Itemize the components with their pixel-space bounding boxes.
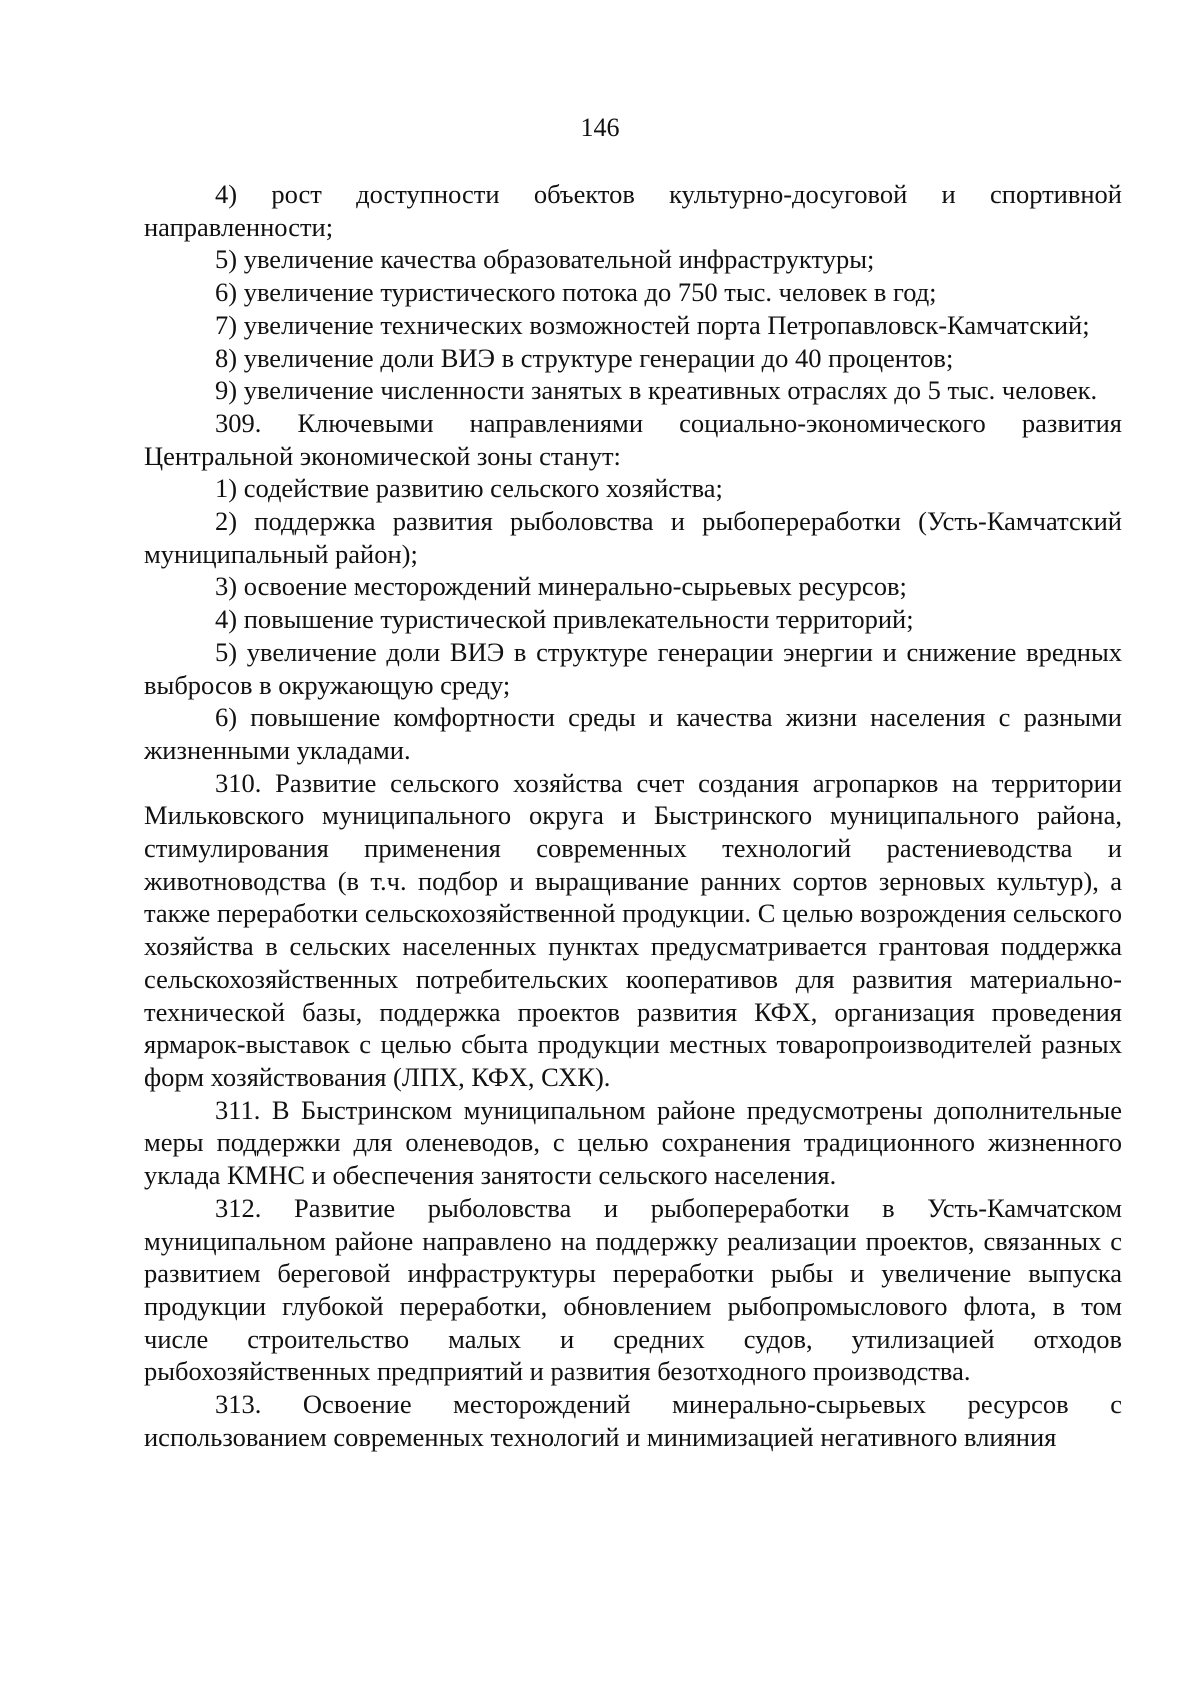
paragraph: 5) увеличение качества образовательной инфраструктуры; <box>215 244 875 275</box>
paragraph: 3) освоение месторождений минерально-сырьевых ресурсов; <box>215 571 907 602</box>
paragraph: 6) повышение комфортности среды и качества жизни населения с разными жизненными укладами. <box>144 702 1122 765</box>
paragraph: 311. В Быстринском муниципальном районе предусмотрены дополнительные меры поддержки для оленеводов, с целью сохранения традиционного жизненного уклада КМНС и обеспечения занятости сельского населения. <box>144 1094 1122 1191</box>
paragraph: 1) содействие развитию сельского хозяйства; <box>215 473 723 504</box>
paragraph: 9) увеличение численности занятых в креативных отраслях до 5 тыс. человек. <box>215 375 1098 406</box>
paragraph: 2) поддержка развития рыболовства и рыбопереработки (Усть-Камчатский муниципальный район); <box>144 506 1122 569</box>
page-number: 146 <box>580 113 620 142</box>
paragraph: 5) увеличение доли ВИЭ в структуре генерации энергии и снижение вредных выбросов в окружающую среду; <box>144 636 1122 700</box>
paragraph: 4) повышение туристической привлекательности территорий; <box>215 604 914 635</box>
paragraph: 6) увеличение туристического потока до 750 тыс. человек в год; <box>215 277 937 308</box>
paragraph: 4) рост доступности объектов культурно-досуговой и спортивной направленности; <box>144 179 1122 242</box>
paragraph: 309. Ключевыми направлениями социально-экономического развития Центральной экономической зоны станут: <box>144 407 1122 471</box>
document-body <box>144 178 1122 1453</box>
paragraph: 313. Освоение месторождений минерально-сырьевых ресурсов с использованием современных технологий и минимизацией негативного влияния <box>144 1389 1122 1452</box>
paragraph: 8) увеличение доли ВИЭ в структуре генерации до 40 процентов; <box>215 342 954 373</box>
paragraph: 310. Развитие сельского хозяйства счет создания агропарков на территории Мильковского муниципального округа и Быстринского муниципального района, стимулирования применения современных технологий растениеводства и животноводства (в т.ч. подбор и выращивание ранних сортов зерновых культур), а также переработки сельскохозяйственной продукции. С целью возрождения сельского хозяйства в сельских населенных пунктах предусматривается грантовая поддержка сельскохозяйственных потребительских кооперативов для развития материально-технической базы, поддержка проектов развития КФХ, организация проведения ярмарок-выставок с целью сбыта продукции местных товаропроизводителей разных форм хозяйствования (ЛПХ, КФХ, СХК). <box>144 767 1122 1092</box>
paragraph: 312. Развитие рыболовства и рыбопереработки в Усть-Камчатском муниципальном районе направлено на поддержку реализации проектов, связанных с развитием береговой инфраструктуры переработки рыбы и увеличение выпуска продукции глубокой переработки, обновлением рыбопромыслового флота, в том числе строительство малых и средних судов, утилизацией отходов рыбохозяйственных предприятий и развития безотходного производства. <box>144 1192 1122 1387</box>
paragraph: 7) увеличение технических возможностей порта Петропавловск-Камчатский; <box>215 309 1090 340</box>
